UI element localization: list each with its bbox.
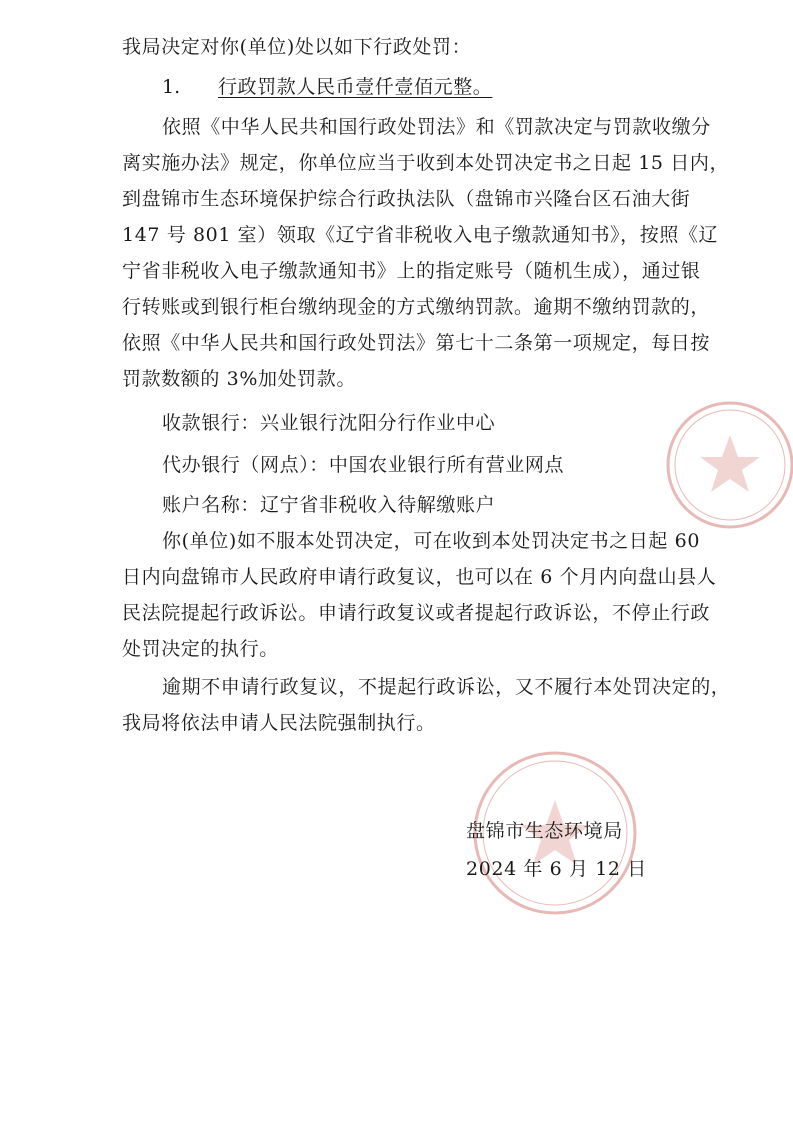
paragraph-line: 我局将依法申请人民法院强制执行。 (122, 712, 436, 734)
paragraph-line: 到盘锦市生态环境保护综合行政执法队（盘锦市兴隆台区石油大街 (122, 188, 691, 210)
paragraph-line: 你(单位)如不服本处罚决定，可在收到本处罚决定书之日起 60 (162, 530, 701, 552)
penalty-item: 行政罚款人民币壹仟壹佰元整。 (218, 76, 493, 98)
paragraph-line: 日内向盘锦市人民政府申请行政复议，也可以在 6 个月内向盘山县人 (122, 566, 717, 588)
item-number: 1. (162, 76, 181, 98)
paragraph-line: 依照《中华人民共和国行政处罚法》第七十二条第一项规定，每日按 (122, 332, 711, 354)
paragraph-line: 处罚决定的执行。 (122, 638, 279, 660)
paragraph-line: 行转账或到银行柜台缴纳现金的方式缴纳罚款。逾期不缴纳罚款的， (122, 296, 711, 318)
seal-stamp-partial (660, 395, 793, 535)
paragraph-line: 依照《中华人民共和国行政处罚法》和《罚款决定与罚款收缴分 (162, 116, 711, 138)
issuing-authority: 盘锦市生态环境局 (466, 820, 623, 842)
agent-bank: 代办银行（网点）：中国农业银行所有营业网点 (162, 454, 565, 476)
paragraph-line: 离实施办法》规定，你单位应当于收到本处罚决定书之日起 15 日内， (122, 152, 730, 174)
paragraph-line: 逾期不申请行政复议，不提起行政诉讼，又不履行本处罚决定的， (162, 676, 731, 698)
paragraph-line: 罚款数额的 3%加处罚款。 (122, 368, 356, 390)
account-name: 账户名称：辽宁省非税收入待解缴账户 (162, 494, 496, 516)
paragraph-line: 民法院提起行政诉讼。申请行政复议或者提起行政诉讼，不停止行政 (122, 602, 711, 624)
issue-date: 2024 年 6 月 12 日 (466, 858, 647, 880)
paragraph-line: 147 号 801 室）领取《辽宁省非税收入电子缴款通知书》，按照《辽 (122, 224, 719, 246)
penalty-intro: 我局决定对你(单位)处以如下行政处罚： (122, 36, 472, 58)
paragraph-line: 宁省非税收入电子缴款通知书》上的指定账号（随机生成），通过银 (122, 260, 701, 282)
receiving-bank: 收款银行：兴业银行沈阳分行作业中心 (162, 412, 496, 434)
